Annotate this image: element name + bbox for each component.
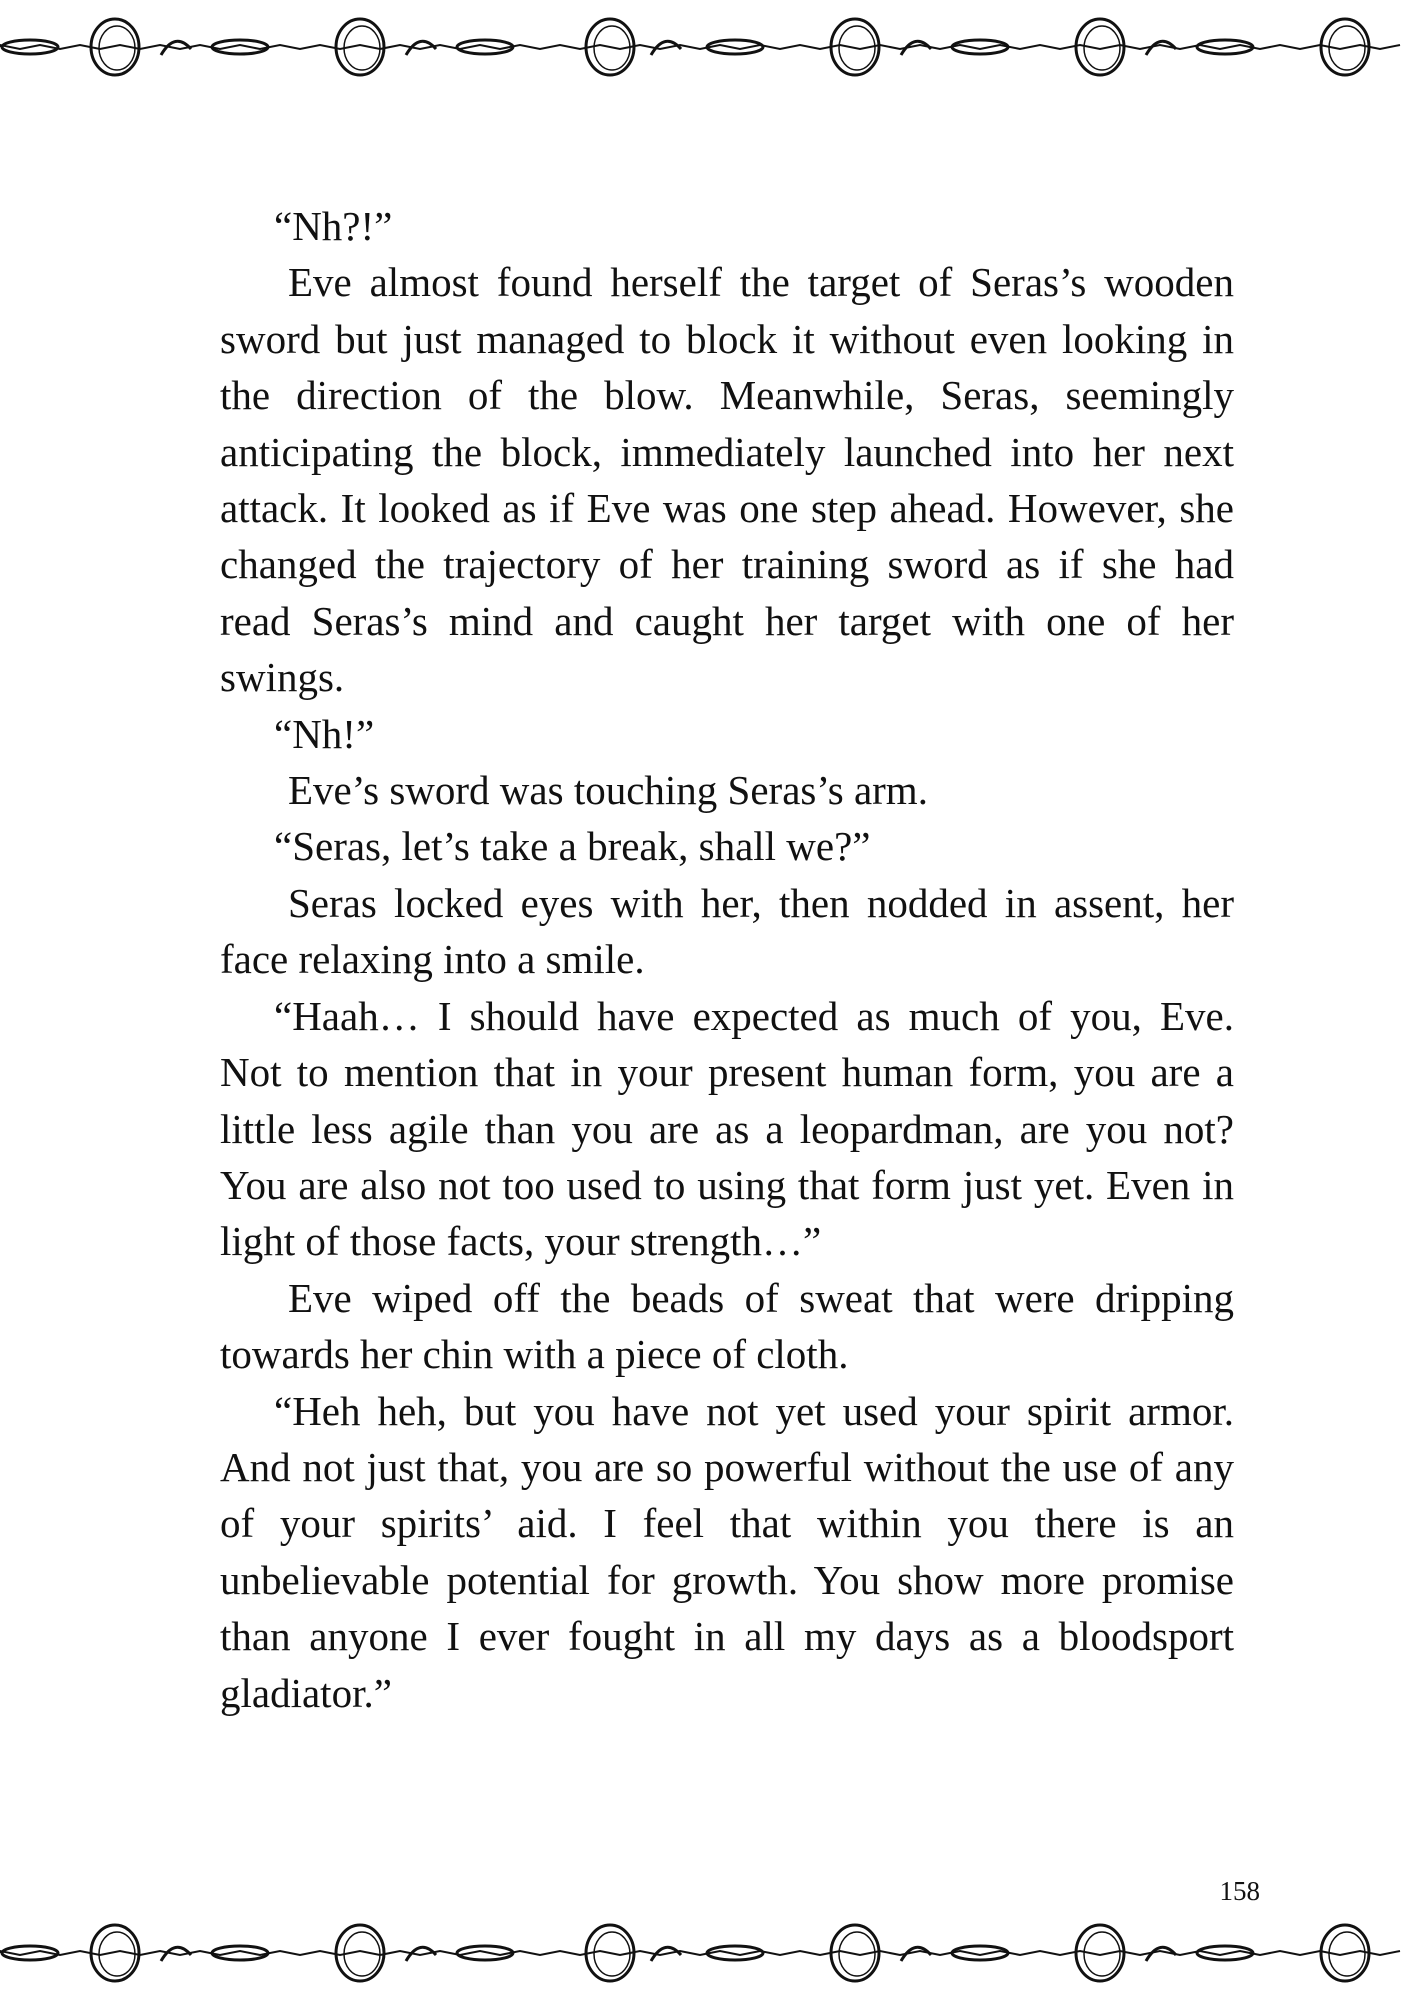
chain-bar (0, 45, 1400, 49)
paragraph-8: Eve wiped off the beads of sweat that were dripping towards her chin with a piece of cloth. (220, 1274, 1234, 1378)
chain-bar (0, 1951, 1400, 1955)
paragraph-6: Seras locked eyes with her, then nodded in assent, her face relaxing into a smile. (220, 879, 1234, 983)
chain-link (952, 1946, 1008, 1960)
chain-link (952, 40, 1008, 54)
paragraph-4: Eve’s sword was touching Seras’s arm. (288, 767, 928, 814)
page-number: 158 (1219, 1876, 1260, 1906)
paragraph-5: “Seras, let’s take a break, shall we?” (274, 823, 871, 870)
paragraph-2: Eve almost found herself the target of Seras’s wooden sword but just managed to block it without even looking in the direction of the blow. Meanwhile, Seras, seemingly anticipating the block, immediately launched into her next attack. It looked as if Eve was one step ahead. However, she changed the trajectory of her training sword as if she had read Seras’s mind and caught her target with one of her swings. (220, 259, 1234, 701)
body-text (220, 198, 1234, 1721)
chain-border-top (0, 0, 1404, 90)
paragraph-3: “Nh!” (274, 710, 375, 757)
chain-links-bottom (0, 1925, 1400, 1981)
paragraph-9: “Heh heh, but you have not yet used your spirit armor. And not just that, you are so powerful without the use of any of your spirits’ aid. I feel that within you there is an unbelievable potential for growth. You show more promise than anyone I ever fought in all my days as a bloodsport gladiator.” (220, 1387, 1234, 1716)
chain-ring (1076, 1925, 1124, 1981)
chain-link (212, 40, 268, 54)
chain-hook (901, 41, 931, 55)
chain-ring (336, 19, 384, 75)
chain-ring (336, 1925, 384, 1981)
chain-links-top (0, 19, 1400, 75)
paragraph-1: “Nh?!” (274, 203, 393, 249)
chain-border-bottom (0, 1906, 1404, 1996)
chain-ring (1076, 19, 1124, 75)
chain-hook (901, 1947, 931, 1961)
paragraph-7: “Haah… I should have expected as much of you, Eve. Not to mention that in your present human form, you are a little less agile than you are as a leopardman, are you not? You are also not too used to using that form just yet. Even in light of those facts, your strength…” (220, 992, 1234, 1265)
chain-link (212, 1946, 268, 1960)
